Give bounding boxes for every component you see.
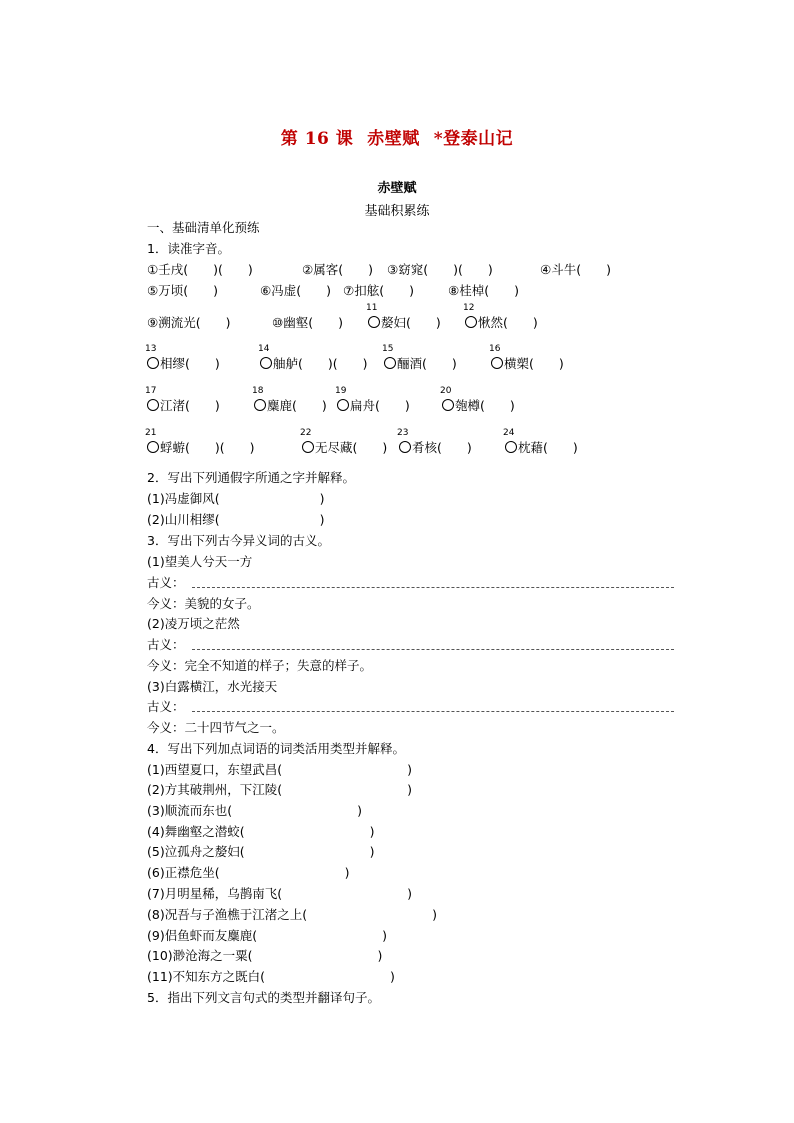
answer-blank[interactable]: ) xyxy=(441,440,472,455)
ancient-meaning-label: 古义： xyxy=(147,637,185,652)
pronunciation-item xyxy=(147,315,230,331)
pronunciation-item xyxy=(145,428,255,456)
part-heading: 一、基础清单化预练 xyxy=(147,220,260,235)
question-4-title: 4．写出下列加点词语的词类活用类型并解释。 xyxy=(147,741,405,756)
lesson-second-text: *登泰山记 xyxy=(433,129,514,149)
answer-blank[interactable]: ) xyxy=(357,440,388,455)
answer-blank[interactable]: ) xyxy=(343,262,373,277)
circled-number-marker xyxy=(252,386,266,411)
item-number: 11 xyxy=(366,303,378,313)
circled-number-marker xyxy=(145,428,159,453)
question-2-item: (1)冯虚御风( ) xyxy=(147,491,325,506)
item-word: ①壬戌( xyxy=(147,262,189,277)
item-word: ②属客( xyxy=(302,262,344,277)
item-word: ⑩幽壑( xyxy=(272,315,314,330)
item-word: ④斗牛( xyxy=(540,262,582,277)
pronunciation-item xyxy=(440,386,515,414)
answer-blank[interactable]: )( ) xyxy=(428,262,493,277)
item-number: 23 xyxy=(397,428,409,438)
item-word: 嫠妇( xyxy=(381,315,411,330)
answer-blank[interactable]: ) xyxy=(581,262,611,277)
item-word: ⑦扣舷( xyxy=(343,283,385,298)
circled-number-marker xyxy=(463,303,477,328)
item-word: 愀然( xyxy=(478,315,508,330)
item-word: 横槊( xyxy=(504,356,534,371)
item-word: 蜉蝣( xyxy=(160,440,190,455)
pronunciation-item xyxy=(272,315,343,331)
lesson-title xyxy=(0,124,794,149)
item-word: ③窈窕( xyxy=(387,262,429,277)
pronunciation-item xyxy=(489,344,564,372)
circled-number-marker xyxy=(145,344,159,369)
question-4-item: (9)侣鱼虾而友麋鹿( ) xyxy=(147,928,387,943)
lesson-number: 第 16 课 xyxy=(280,129,354,149)
question-3-title: 3．写出下列古今异义词的古义。 xyxy=(147,533,330,548)
circled-number-marker xyxy=(489,344,503,369)
question-4-item: (1)西望夏口，东望武昌( ) xyxy=(147,762,412,777)
question-4-item: (3)顺流而东也( ) xyxy=(147,803,362,818)
item-number: 21 xyxy=(145,428,157,438)
question-2-title: 2．写出下列通假字所通之字并解释。 xyxy=(147,470,355,485)
circled-number-marker xyxy=(503,428,517,453)
item-number: 12 xyxy=(463,303,475,313)
item-number: 19 xyxy=(335,386,347,396)
answer-blank[interactable]: ) xyxy=(410,315,441,330)
question-4-item: (2)方其破荆州，下江陵( ) xyxy=(147,782,412,797)
item-word: 舳舻( xyxy=(273,356,303,371)
question-4-item: (4)舞幽壑之潜蛟( ) xyxy=(147,824,375,839)
answer-blank[interactable]: )( ) xyxy=(189,440,255,455)
item-word: ⑨溯流光( xyxy=(147,315,201,330)
item-word: 肴核( xyxy=(412,440,442,455)
modern-meaning: 今义：完全不知道的样子；失意的样子。 xyxy=(147,658,373,673)
item-word: 相缪( xyxy=(160,356,190,371)
item-word: ⑥冯虚( xyxy=(260,283,302,298)
item-word: 无尽藏( xyxy=(315,440,358,455)
item-number: 14 xyxy=(258,344,270,354)
circled-number-marker xyxy=(382,344,396,369)
answer-blank[interactable]: ) xyxy=(200,315,231,330)
circled-number-marker xyxy=(397,428,411,453)
item-number: 16 xyxy=(489,344,501,354)
pronunciation-item xyxy=(302,262,373,278)
answer-blank[interactable]: ) xyxy=(188,283,218,298)
answer-blank[interactable]: ) xyxy=(189,356,220,371)
circled-number-marker xyxy=(300,428,314,453)
pronunciation-item xyxy=(147,283,218,299)
answer-blank[interactable]: ) xyxy=(379,398,410,413)
item-word: 麋鹿( xyxy=(267,398,297,413)
question-1-title: 1．读准字音。 xyxy=(147,241,230,256)
question-3-item: (1)望美人兮天一方 xyxy=(147,554,253,569)
answer-blank[interactable]: )( ) xyxy=(302,356,368,371)
question-4-item: (5)泣孤舟之嫠妇( ) xyxy=(147,844,375,859)
section-label: 基础积累练 xyxy=(364,204,430,219)
pronunciation-item xyxy=(503,428,578,456)
circled-number-marker xyxy=(366,303,380,328)
answer-line[interactable] xyxy=(192,587,674,588)
pronunciation-item xyxy=(145,344,220,372)
question-4-item: (6)正襟危坐( ) xyxy=(147,865,350,880)
text-title: 赤壁赋 xyxy=(377,181,417,196)
item-word: 扁舟( xyxy=(350,398,380,413)
pronunciation-item xyxy=(382,344,457,372)
answer-blank[interactable]: ) xyxy=(507,315,538,330)
pronunciation-item xyxy=(366,303,441,331)
answer-blank[interactable]: )( ) xyxy=(188,262,253,277)
circled-number-marker xyxy=(145,386,159,411)
item-number: 17 xyxy=(145,386,157,396)
circled-number-marker xyxy=(335,386,349,411)
answer-line[interactable] xyxy=(192,649,674,650)
item-word: 江渚( xyxy=(160,398,190,413)
answer-blank[interactable]: ) xyxy=(313,315,343,330)
question-4-item: (11)不知东方之既白( ) xyxy=(147,969,395,984)
answer-blank[interactable]: ) xyxy=(189,398,220,413)
answer-blank[interactable]: ) xyxy=(547,440,578,455)
item-word: ⑤万顷( xyxy=(147,283,189,298)
ancient-meaning-label: 古义： xyxy=(147,699,185,714)
question-5-title: 5．指出下列文言句式的类型并翻译句子。 xyxy=(147,990,380,1005)
pronunciation-item xyxy=(397,428,472,456)
pronunciation-item xyxy=(343,283,414,299)
question-4-item: (8)况吾与子渔樵于江渚之上( ) xyxy=(147,907,437,922)
item-number: 15 xyxy=(382,344,394,354)
lesson-main-text: 赤壁赋 xyxy=(367,129,420,149)
answer-blank[interactable]: ) xyxy=(426,356,457,371)
answer-blank[interactable]: ) xyxy=(484,398,515,413)
ancient-meaning-label: 古义： xyxy=(147,575,185,590)
circled-number-marker xyxy=(258,344,272,369)
item-word: 匏樽( xyxy=(455,398,485,413)
question-3-item: (2)凌万顷之茫然 xyxy=(147,616,240,631)
answer-line[interactable] xyxy=(192,711,674,712)
pronunciation-item xyxy=(540,262,611,278)
answer-blank[interactable]: ) xyxy=(296,398,327,413)
pronunciation-item xyxy=(258,344,368,372)
answer-blank[interactable]: ) xyxy=(489,283,519,298)
modern-meaning: 今义：美貌的女子。 xyxy=(147,596,260,611)
pronunciation-item xyxy=(300,428,388,456)
pronunciation-item xyxy=(387,262,493,278)
answer-blank[interactable]: ) xyxy=(533,356,564,371)
item-number: 24 xyxy=(503,428,515,438)
item-number: 13 xyxy=(145,344,157,354)
pronunciation-item xyxy=(147,262,253,278)
pronunciation-item xyxy=(145,386,220,414)
pronunciation-item xyxy=(463,303,538,331)
item-number: 22 xyxy=(300,428,312,438)
item-number: 20 xyxy=(440,386,452,396)
question-2-item: (2)山川相缪( ) xyxy=(147,512,325,527)
question-4-item: (10)渺沧海之一粟( ) xyxy=(147,948,383,963)
pronunciation-item xyxy=(252,386,327,414)
answer-blank[interactable]: ) xyxy=(384,283,414,298)
circled-number-marker xyxy=(440,386,454,411)
pronunciation-item xyxy=(448,283,519,299)
item-word: 枕藉( xyxy=(518,440,548,455)
answer-blank[interactable]: ) xyxy=(301,283,331,298)
item-word: ⑧桂棹( xyxy=(448,283,490,298)
item-word: 酾酒( xyxy=(397,356,427,371)
item-number: 18 xyxy=(252,386,264,396)
question-3-item: (3)白露横江，水光接天 xyxy=(147,679,278,694)
pronunciation-item xyxy=(335,386,410,414)
question-4-item: (7)月明星稀，乌鹊南飞( ) xyxy=(147,886,412,901)
pronunciation-item xyxy=(260,283,331,299)
modern-meaning: 今义：二十四节气之一。 xyxy=(147,720,285,735)
